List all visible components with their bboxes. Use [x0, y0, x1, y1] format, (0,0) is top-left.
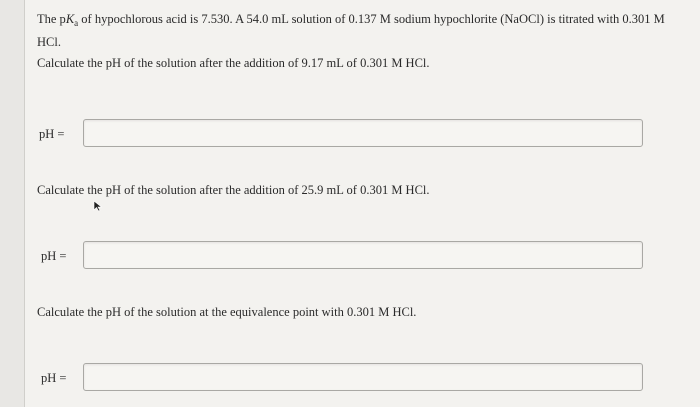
- answer-2-label: pH =: [41, 249, 67, 263]
- answer-3-input[interactable]: [83, 363, 643, 391]
- answer-3-label: pH =: [41, 371, 67, 385]
- answer-2-input[interactable]: [83, 241, 643, 269]
- intro-text-rest: of hypochlorous acid is 7.530. A 54.0 mL solution of 0.137 M sodium hypochlorite (NaOCl) is titrated with 0.301 M HCl.: [37, 12, 665, 49]
- mouse-cursor-icon: [93, 200, 103, 212]
- answer-1-label: pH =: [39, 127, 65, 141]
- question-1-text: Calculate the pH of the solution after the addition of 9.17 mL of 0.301 M HCl.: [37, 56, 430, 70]
- problem-statement: [37, 10, 677, 52]
- question-2-text: Calculate the pH of the solution after the addition of 25.9 mL of 0.301 M HCl.: [37, 183, 430, 197]
- question-card: [24, 0, 700, 407]
- answer-1-input[interactable]: [83, 119, 643, 147]
- intro-text-start: The p: [37, 12, 66, 26]
- ka-symbol: K: [65, 12, 75, 26]
- question-3-text: Calculate the pH of the solution at the equivalence point with 0.301 M HCl.: [37, 305, 417, 319]
- ka-subscript: a: [74, 18, 79, 28]
